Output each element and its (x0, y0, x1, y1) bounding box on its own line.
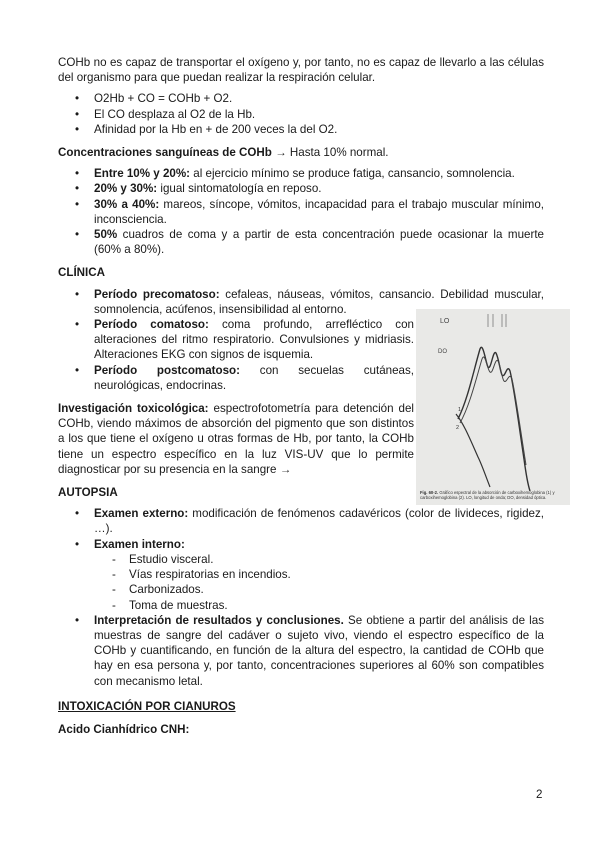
cianuros-title: INTOXICACIÓN POR CIANUROS (58, 699, 236, 713)
autopsia-list (58, 506, 544, 688)
clinica-title: CLÍNICA (58, 266, 106, 280)
wavelength-ticks (488, 314, 506, 327)
figure-caption: Fig. 60-2. Gráfico espectral de la absorción de carboxihemoglobina (1) y carboxihemoglobina (2). LO, longitud de onda; DO, densidad óptica. (420, 490, 555, 501)
curve-label-1: 1 (458, 406, 462, 413)
intro-bullet-list (58, 91, 544, 137)
list-item: • Examen interno: - Estudio visceral. - Vías respiratorias en incendios. - Carbonizados. - Toma de muestras. (58, 537, 544, 613)
autopsia-title: AUTOPSIA (58, 486, 118, 500)
intro-paragraph: COHb no es capaz de transportar el oxígeno y, por tanto, no es capaz de llevarlo a las células del organismo para que puedan realizar la respiración celular. (58, 56, 544, 85)
list-item: • Período comatoso: coma profundo, arrefléctico con alteraciones del ritmo respiratorio. Convulsiones y midriasis. Alteraciones EKG con signos de isquemia. (58, 317, 414, 363)
sublist-item: - Toma de muestras. (94, 598, 544, 613)
clinica-narrow-column (58, 317, 414, 477)
spectrum-curve-2 (460, 357, 526, 465)
document-page (58, 55, 555, 737)
list-item: • Período precomatoso: cefaleas, náuseas, vómitos, cansancio. Debilidad muscular, somnolencia, acúfenos, insensibilidad al entorno. (58, 287, 544, 317)
spectrum-figure (416, 309, 570, 505)
list-item: • O2Hb + CO = COHb + O2. (58, 91, 544, 106)
list-item: • El CO desplaza al O2 de la Hb. (58, 107, 544, 122)
list-item: • Interpretación de resultados y conclusiones. Se obtiene a partir del análisis de las muestras de sangre del cadáver o sujeto vivo, viendo el espectro específico de la COHb y cuantificando, en función de la altura del espectro, la cantidad de COHb que hay en esa persona y, por tanto, concentraciones superiores al 60% son compatibles con mecanismo letal. (58, 613, 544, 689)
curve-label-2: 2 (456, 424, 460, 431)
figure-label-lo: LO (440, 317, 450, 325)
list-item: • Examen externo: modificación de fenómenos cadavéricos (color de livideces, rigidez, …). (58, 506, 544, 536)
sublist-item: - Vías respiratorias en incendios. (94, 567, 544, 582)
sublist-item: - Carbonizados. (94, 582, 544, 597)
list-item: • Entre 10% y 20%: al ejercicio mínimo se produce fatiga, cansancio, somnolencia. (58, 166, 544, 181)
concentraciones-heading: Concentraciones sanguíneas de COHb → Hasta 10% normal. (58, 146, 389, 160)
examen-interno-sublist (94, 552, 544, 613)
sublist-item: - Estudio visceral. (94, 552, 544, 567)
page-number: 2 (536, 788, 543, 801)
list-item: • Período postcomatoso: con secuelas cutáneas, neurológicas, endocrinas. (58, 363, 414, 393)
list-item: • 50% cuadros de coma y a partir de esta concentración puede ocasionar la muerte (60% a 80%). (58, 227, 544, 257)
concentraciones-list (58, 166, 544, 257)
spectrum-graph (416, 309, 570, 505)
list-item: • Afinidad por la Hb en + de 200 veces la del O2. (58, 122, 544, 137)
spectrum-curve-tail (456, 414, 490, 487)
list-item: • 30% a 40%: mareos, síncope, vómitos, incapacidad para el trabajo muscular mínimo, inconsciencia. (58, 197, 544, 227)
list-item: • 20% y 30%: igual sintomatología en reposo. (58, 181, 544, 196)
investigacion-paragraph: Investigación toxicológica: espectrofotometría para detención del COHb, viendo máximos de absorción del pigmento que son distintos a los que tiene el oxígeno u otras formas de Hb, por tanto, la COHb tiene un espectro específico en la luz VIS-UV que lo permite diagnosticar por su presencia en la sangre → (58, 402, 414, 476)
acido-title: Acido Cianhídrico CNH: (58, 722, 190, 736)
clinica-list (58, 317, 414, 393)
figure-label-do: DO (438, 348, 447, 355)
